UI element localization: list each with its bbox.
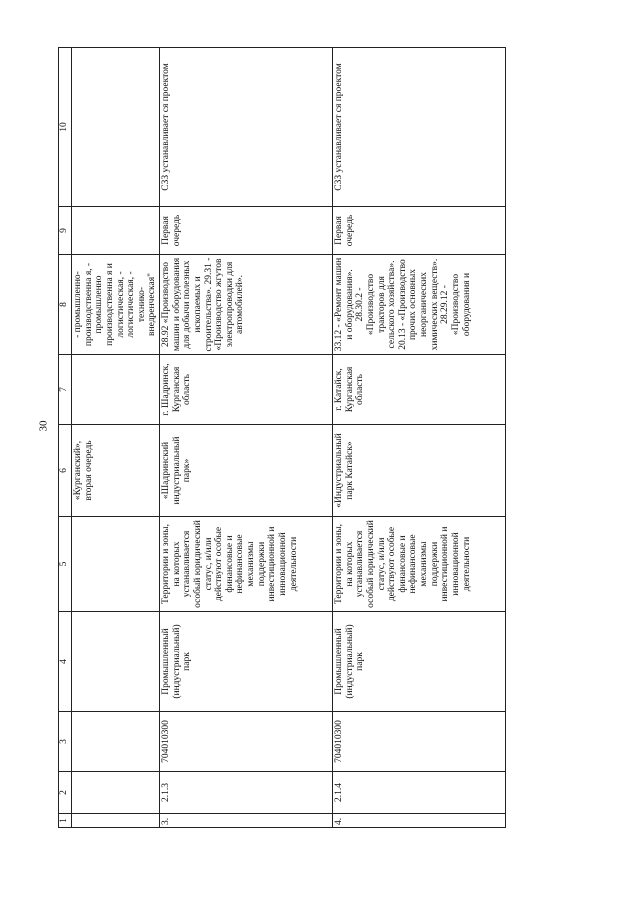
- table-cell: [72, 814, 160, 828]
- table-cell: [72, 355, 160, 425]
- table-header-row: [59, 48, 72, 828]
- table-cell: «Курганский», вторая очередь: [72, 425, 160, 517]
- column-header: 10: [59, 48, 72, 207]
- row-description: Территории и зоны, на которых устанавливается особый юридический статус, и/или действуют особые финансовые и нефинансовые механизмы поддержки инвестиционной и инновационной деятельности: [160, 517, 333, 612]
- table-cell: [72, 772, 160, 814]
- column-header: 9: [59, 207, 72, 255]
- column-header: 6: [59, 425, 72, 517]
- table-cell: [72, 207, 160, 255]
- row-type: Промышленный (индустриальный) парк: [333, 612, 506, 712]
- row-oktmo: 704010300: [160, 712, 333, 772]
- row-number: 3.: [160, 814, 333, 828]
- table-cell: [72, 712, 160, 772]
- column-header: 3: [59, 712, 72, 772]
- row-stage: Первая очередь: [160, 207, 333, 255]
- column-header: 4: [59, 612, 72, 712]
- row-szz: СЗЗ устанавливает ся проектом: [160, 48, 333, 207]
- table-cell: [72, 517, 160, 612]
- table-cell: [72, 48, 160, 207]
- row-location: г. Шадринск, Курганская область: [160, 355, 333, 425]
- row-name: «Шадринский индустриальный парк»: [160, 425, 333, 517]
- row-activities: 33.12 - «Ремонт машин и оборудования». 28.30.2 - «Производство тракторов для сельского хозяйства». 20.13 - «Производство прочих основных неорганических химических веществ». 28.29.12 - «Производство оборудования и: [333, 255, 506, 355]
- column-header: 7: [59, 355, 72, 425]
- row-name: «Индустриальный парк Катайск»: [333, 425, 506, 517]
- rotated-table-container: [58, 48, 588, 828]
- column-header: 5: [59, 517, 72, 612]
- table-cell: [72, 612, 160, 712]
- row-szz: СЗЗ устанавливает ся проектом: [333, 48, 506, 207]
- document-table: [58, 47, 506, 828]
- row-stage: Первая очередь: [333, 207, 506, 255]
- table-row: [160, 48, 333, 828]
- row-activities: 28.92 «Производство машин и оборудования для добычи полезных ископаемых и строительства». 29.31 - «Производство жгутов электропроводки для автомобилей».: [160, 255, 333, 355]
- table-cell: - промышленно-производственна я, - промышленно производственна я и логистическая, - логистическая, - технико-внедренческая": [72, 255, 160, 355]
- page-number: 30: [37, 420, 50, 432]
- column-header: 1: [59, 814, 72, 828]
- row-code: 2.1.3: [160, 772, 333, 814]
- row-code: 2.1.4: [333, 772, 506, 814]
- row-oktmo: 704010300: [333, 712, 506, 772]
- row-number: 4.: [333, 814, 506, 828]
- column-header: 8: [59, 255, 72, 355]
- row-location: г. Катайск, Курганская область: [333, 355, 506, 425]
- column-header: 2: [59, 772, 72, 814]
- row-type: Промышленный (индустриальный) парк: [160, 612, 333, 712]
- row-description: Территории и зоны, на которых устанавливается особый юридический статус, и/или действуют особые финансовые и нефинансовые механизмы поддержки инвестиционной и инновационной деятельности: [333, 517, 506, 612]
- table-row: [333, 48, 506, 828]
- table-row-continuation: [72, 48, 160, 828]
